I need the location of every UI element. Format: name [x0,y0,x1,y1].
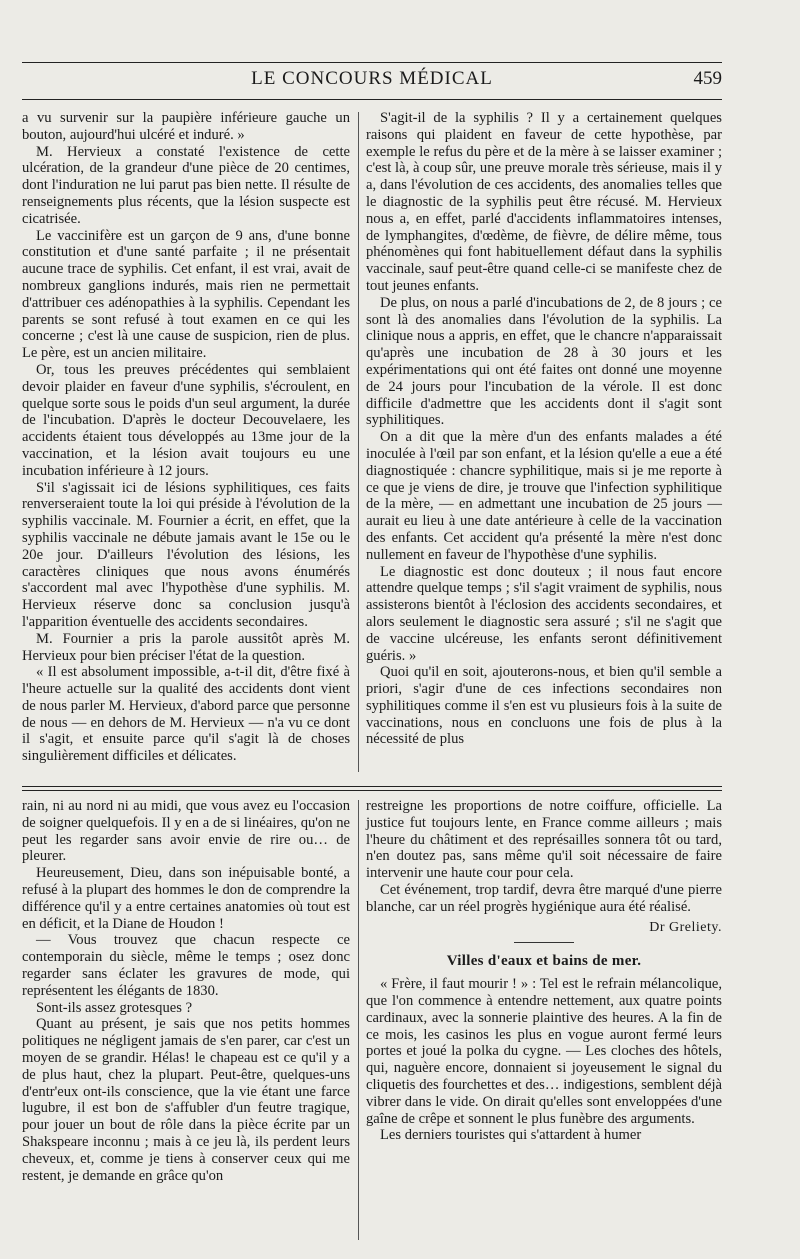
paragraph: De plus, on nous a parlé d'incubations de 2, de 8 jours ; ce sont là des anomalies dans l'évolution de la syphilis. La clinique nous a appris, en effet, que le chancre n'apparaissait qu'après une incubation de 28 à 30 jours et les expérimentations qui ont été faites ont donné une moyenne de 24 jours pour l'incubation de la vérole. Il est donc difficile d'admettre que les accidents dont il s'agit sont syphilitiques. [366,294,722,429]
paragraph: S'il s'agissait ici de lésions syphilitiques, ces faits renverseraient toute la loi qui préside à l'évolution de la syphilis vaccinale. M. Fournier a écrit, en effet, que la syphilis vaccinale ne débute jamais avant le 15e ou le 20e jour. D'ailleurs l'évolution des lésions, les caractères cliniques que nous avons énumérés s'accordent mal avec l'hypothèse d'une syphilis. M. Hervieux réserve donc sa conclusion jusqu'à l'apparition éventuelle des accidents secondaires. [22,479,350,630]
paragraph: Les derniers touristes qui s'attardent à humer [380,1127,642,1144]
paragraph: Or, tous les preuves précédentes qui semblaient devoir plaider en faveur d'une syphilis, s'écroulent, en quelque sorte sous le poids d'un seul argument, la durée de l'incubation. D'après le docteur Decouvelaere, les accidents étaient tous développés au 13me jour de la vaccination, et la lésion avait toujours eu une incubation inférieure à 12 jours. [22,361,350,479]
top-rule [22,62,722,63]
paragraph: « Il est absolument impossible, a-t-il dit, d'être fixé à l'heure actuelle sur la qualité des accidents dont vient de nous parler M. Hervieux, d'abord parce que personne de nous — en dehors de M. Hervieux — n'a vu ce dont il s'agit, et ensuite parce qu'il s'agit là de choses singulièrement difficiles et délicates. [22,664,350,765]
section-rule [22,786,722,787]
paragraph: S'agit-il de la syphilis ? Il y a certainement quelques raisons qui plaident en faveur de cette hypothèse, par exemple le refus du père et de la mère à se laisser examiner ; c'est là, à coup sûr, une preuve morale très sérieuse, mais il y a, dans l'évolution de ces accidents, des anomalies telles que le diagnostic de la syphilis peut être récusé. M. Hervieux nous a, en effet, parlé d'accidents inflammatoires intenses, de lymphangites, d'œdème, de fièvre, de délire même, tous phénomènes qui font habituellement défaut dans la syphilis vaccinale, sauf peut-être quand celle-ci se manifeste chez de tout jeunes enfants. [366,110,722,294]
column-divider [358,112,359,772]
paragraph: Quant au présent, je sais que nos petits hommes politiques ne négligent jamais de s'en parer, car c'est un moyen de se grandir. Hélas! le chapeau est ce qu'il y a de plus haut, chez la plupart. Peut-être, quelques-uns d'entr'eux ont-ils conscience, que la vie étant une farce lugubre, il est bon de s'affubler d'un feutre tragique, pour jouer un bout de rôle dans la pièce écrite par un Shakspeare inconnu ; mais à ce jeu là, ils perdent leurs cheveux, et, comme je tiens à conserver ceux qui me restent, je demande en grâce qu'on [22,1016,350,1184]
paragraph: Le vaccinifère est un garçon de 9 ans, d'une bonne constitution et d'une santé parfaite ; il ne présentait aucune trace de syphilis. Cet enfant, il est vrai, avait de nombreux ganglions indurés, mais rien ne permettait d'attribuer ces adénopathies à la syphilis. Cependant les parents se sont refusé à tout examen en ce qui les concerne ; c'est là une cause de suspicion, rien de plus. Le père, est un ancien militaire. [22,227,350,362]
author-signature: Dr Greliety. [649,919,722,935]
feuilleton-column-left [22,798,350,1184]
separator [514,942,574,943]
page-number: 459 [693,68,722,89]
feuilleton-column-right [366,798,722,1144]
paragraph: Cet événement, trop tardif, devra être marqué d'une pierre blanche, car un réel progrès hygiénique aura été réalisé. [366,881,722,915]
paragraph: M. Fournier a pris la parole aussitôt après M. Hervieux pour bien préciser l'état de la question. [22,630,350,664]
page-header [22,66,722,94]
section-title: Villes d'eaux et bains de mer. [446,953,642,970]
article-column-top-left [22,110,350,765]
paragraph: Sont-ils assez grotesques ? [36,999,193,1016]
paragraph: On a dit que la mère d'un des enfants malades a été inoculée à l'œil par son enfant, et la lésion qu'elle a eue a été diagnostiquée : chancre syphilitique, mais si je me reporte à ce que je viens de dire, je trouve que l'infection syphilitique de la mère, — en admettant une incubation de 25 jours — aurait eu lieu à une date antérieure à celle de la vaccination des enfants. Cet accident qu'a présenté la mère n'est donc nullement en faveur de l'hypothèse d'une syphilis. [366,429,722,563]
journal-title: LE CONCOURS MÉDICAL [251,68,493,89]
paragraph: restreigne les proportions de notre coiffure, officielle. La justice fut toujours lente, en France comme ailleurs ; mais l'heure du châtiment et des représailles sonnera tôt ou tard, n'en doutez pas, sans même qu'il soit nécessaire de faire intervenir une haute cour pour cela. [366,798,722,882]
article-column-top-right [366,110,722,748]
paragraph: Le diagnostic est donc douteux ; il nous faut encore attendre quelque temps ; s'il s'agit vraiment de syphilis, nous assisterons bientôt à l'éclosion des accidents secondaires, et alors seulement le diagnostic sera assuré ; s'il ne s'agit que de vaccine ulcéreuse, les enfants seront définitivement guéris. » [366,563,722,664]
paragraph: — Vous trouvez que chacun respecte ce contemporain du siècle, même le temps ; osez donc regarder sans éclater les gravures de mode, qui représentent les élégants de 1830. [22,932,350,999]
paragraph: M. Hervieux a constaté l'existence de cette ulcération, de la grandeur d'une pièce de 20 centimes, dont l'induration ne lui parut pas bien nette. Il résulte de renseignements plus récents, que la lésion suspecte est cicatrisée. [22,143,350,227]
paragraph: « Frère, il faut mourir ! » : Tel est le refrain mélancolique, que l'on commence à entendre nettement, aux quatre points cardinaux, avec la sonnerie plaintive des heures. A la fin de ce mois, les casinos les plus en vogue auront fermé leurs portes et joué la polka du cygne. — Les cloches des hôtels, qui, naguère encore, donnaient si joyeusement le signal du cliquetis des fourchettes et des… indigestions, semblent déjà vibrer dans le vide. On dirait qu'elles sont enveloppées d'une gaîne de crêpe et sonnent le plus funèbre des arguments. [366,976,722,1127]
paragraph: rain, ni au nord ni au midi, que vous avez eu l'occasion de soigner quelquefois. Il y en a de si linéaires, qu'on ne peut les regarder sans avoir envie de rire ou… de pleurer. [22,798,350,865]
column-divider [358,800,359,1240]
header-rule [22,99,722,100]
paragraph: Quoi qu'il en soit, ajouterons-nous, et bien qu'il semble a priori, s'agir d'une de ces infections secondaires non syphilitiques comme il s'en est vu plusieurs fois à la suite de vaccinations, nous en concluons une fois de plus à la nécessité de plus [366,664,722,748]
paragraph: a vu survenir sur la paupière inférieure gauche un bouton, aujourd'hui ulcéré et induré. » [22,110,350,143]
paragraph: Heureusement, Dieu, dans son inépuisable bonté, a refusé à la plupart des hommes le don de comprendre la différence qu'il y a entre certaines anatomies où tout est en déficit, et la Diane de Houdon ! [22,865,350,932]
section-rule [22,790,722,791]
